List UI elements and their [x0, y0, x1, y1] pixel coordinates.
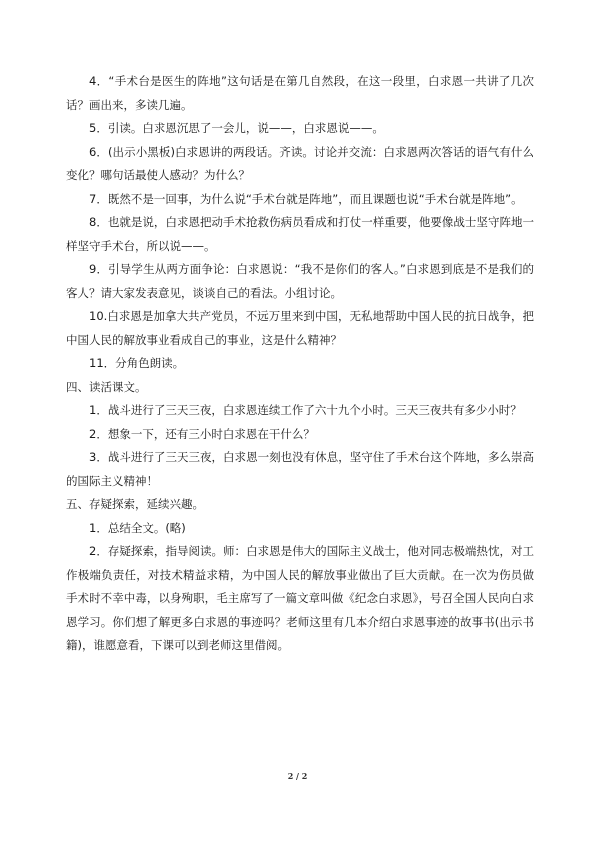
paragraph: 9．引导学生从两方面争论：白求恩说：“我不是你们的客人。”白求恩到底是不是我们的客人？请大家发表意见，谈谈自己的看法。小组讨论。	[66, 262, 534, 300]
paragraph: 10.白求恩是加拿大共产党员，不远万里来到中国，无私地帮助中国人民的抗日战争，把中国人民的解放事业看成自己的事业，这是什么精神？	[66, 309, 534, 347]
paragraph: 3．战斗进行了三天三夜，白求恩一刻也没有休息，坚守住了手术台这个阵地，多么崇高的国际主义精神！	[66, 450, 534, 488]
paragraph: 4．“手术台是医生的阵地”这句话是在第几自然段，在这一段里，白求恩一共讲了几次话？画出来，多读几遍。	[66, 74, 534, 112]
paragraph: 1．总结全文。(略)	[89, 520, 186, 535]
paragraph: 2．想象一下，还有三小时白求恩在干什么？	[89, 426, 315, 441]
section-heading: 四、读活课文。	[66, 379, 147, 394]
paragraph: 5．引读。白求恩沉思了一会儿，说——，白求恩说——。	[89, 121, 384, 135]
paragraph: 1．战斗进行了三天三夜，白求恩连续工作了六十九个小时。三天三夜共有多少小时？	[89, 403, 522, 417]
paragraph: 2．存疑探索，指导阅读。师：白求恩是伟大的国际主义战士，他对同志极端热忱，对工作极端负责任，对技术精益求精，为中国人民的解放事业做出了巨大贡献。在一次为伤员做手术时不幸中毒，以身殉职，毛主席写了一篇文章叫做《纪念白求恩》，号召全国人民向白求恩学习。你们想了解更多白求恩的事迹吗？老师这里有几本介绍白求恩事迹的故事书(出示书籍)，谁愿意看，下课可以到老师这里借阅。	[66, 544, 534, 652]
paragraph: 7．既然不是一回事，为什么说“手术台就是阵地”，而且课题也说“手术台就是阵地”。	[89, 191, 523, 206]
section-heading: 五、存疑探索，延续兴趣。	[66, 497, 204, 511]
paragraph: 8．也就是说，白求恩把动手术抢救伤病员看成和打仗一样重要，他要像战士坚守阵地一样坚守手术台，所以说——。	[66, 215, 534, 253]
page-number: 2 / 2	[287, 771, 308, 781]
paragraph: 6．(出示小黑板)白求恩讲的两段话。齐读。讨论并交流：白求恩两次答话的语气有什么变化？哪句话最使人感动？为什么？	[66, 144, 534, 182]
paragraph: 11．分角色朗读。	[89, 356, 185, 370]
document-body	[66, 70, 534, 658]
